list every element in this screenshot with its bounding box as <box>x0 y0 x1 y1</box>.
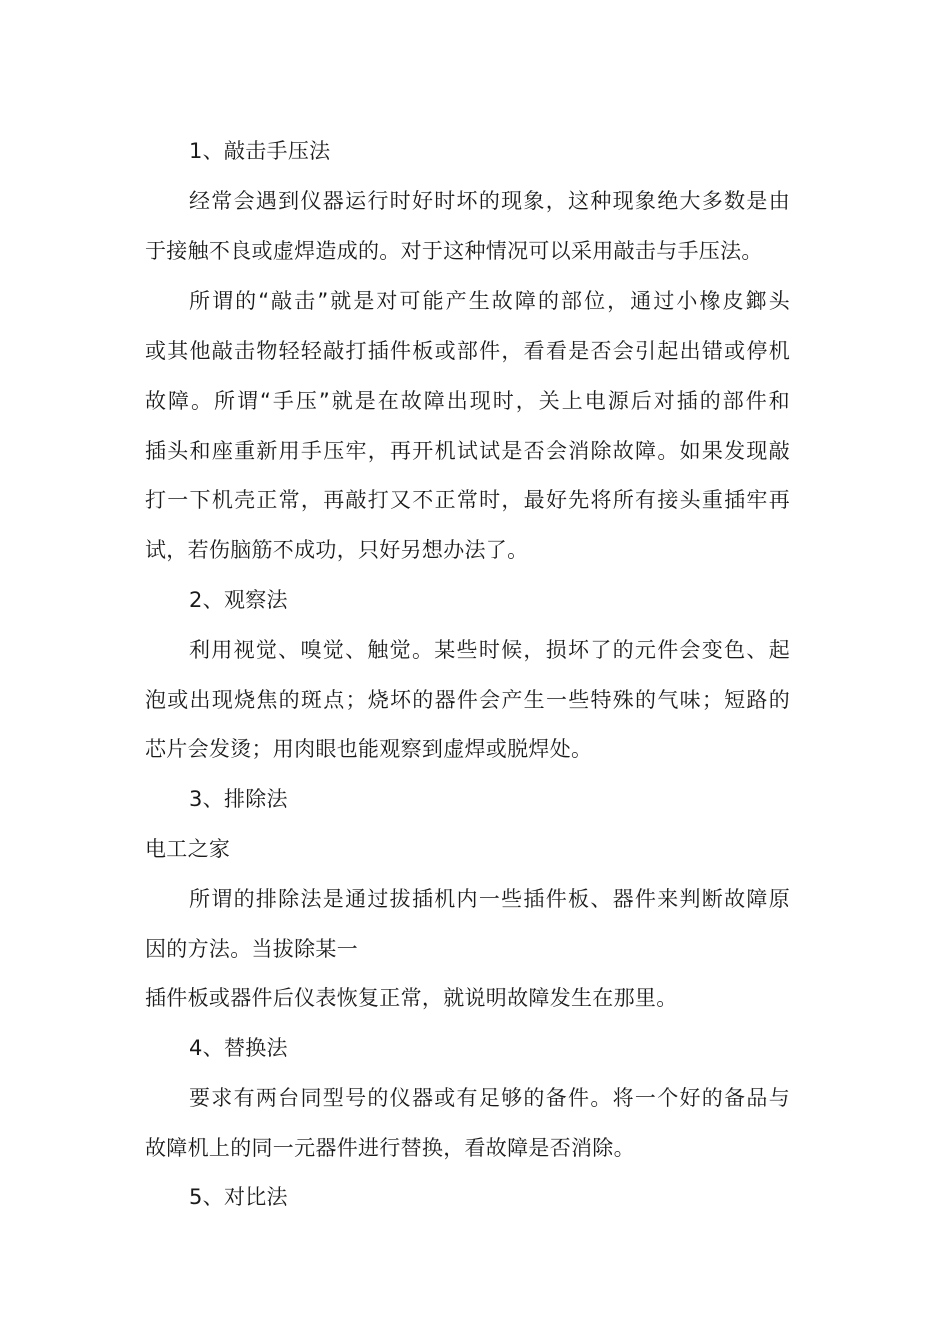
paragraph-line: 插件板或器件后仪表恢复正常，就说明故障发生在那里。 <box>145 986 678 1010</box>
paragraph-line: 经常会遇到仪器运行时好时坏的现象，这种现象绝大多数是由 <box>189 189 790 213</box>
heading-replacement-method: 4、替换法 <box>189 1036 288 1060</box>
paragraph-line: 插头和座重新用手压牢，再开机试试是否会消除故障。如果发现敲 <box>145 439 790 463</box>
paragraph-line: 因的方法。当拔除某一 <box>145 937 358 961</box>
heading-comparison-method: 5、对比法 <box>189 1185 288 1209</box>
heading-elimination-method: 3、排除法 <box>189 787 288 811</box>
paragraph-line: 故障机上的同一元器件进行替换，看故障是否消除。 <box>145 1136 635 1160</box>
heading-observation-method: 2、观察法 <box>189 588 288 612</box>
paragraph-line: 泡或出现烧焦的斑点；烧坏的器件会产生一些特殊的气味；短路的 <box>145 688 790 712</box>
site-name-text: 电工之家 <box>145 837 231 861</box>
paragraph-line: 所谓的排除法是通过拔插机内一些插件板、器件来判断故障原 <box>189 887 790 911</box>
paragraph-line: 要求有两台同型号的仪器或有足够的备件。将一个好的备品与 <box>189 1086 790 1110</box>
heading-knock-press-method: 1、敲击手压法 <box>189 139 331 163</box>
paragraph-line: 或其他敲击物轻轻敲打插件板或部件，看看是否会引起出错或停机 <box>145 339 790 363</box>
paragraph-line: 芯片会发烫；用肉眼也能观察到虚焊或脱焊处。 <box>145 737 593 761</box>
paragraph-line: 试，若伤脑筋不成功，只好另想办法了。 <box>145 538 529 562</box>
paragraph-line: 故障。所谓“手压”就是在故障出现时，关上电源后对插的部件和 <box>145 389 790 413</box>
paragraph-line: 利用视觉、嗅觉、触觉。某些时候，损坏了的元件会变色、起 <box>189 638 790 662</box>
paragraph-line: 于接触不良或虚焊造成的。对于这种情况可以采用敲击与手压法。 <box>145 239 763 263</box>
paragraph-line: 所谓的“敲击”就是对可能产生故障的部位，通过小橡皮鎯头 <box>189 289 790 313</box>
paragraph-line: 打一下机壳正常，再敲打又不正常时，最好先将所有接头重插牢再 <box>145 488 790 512</box>
